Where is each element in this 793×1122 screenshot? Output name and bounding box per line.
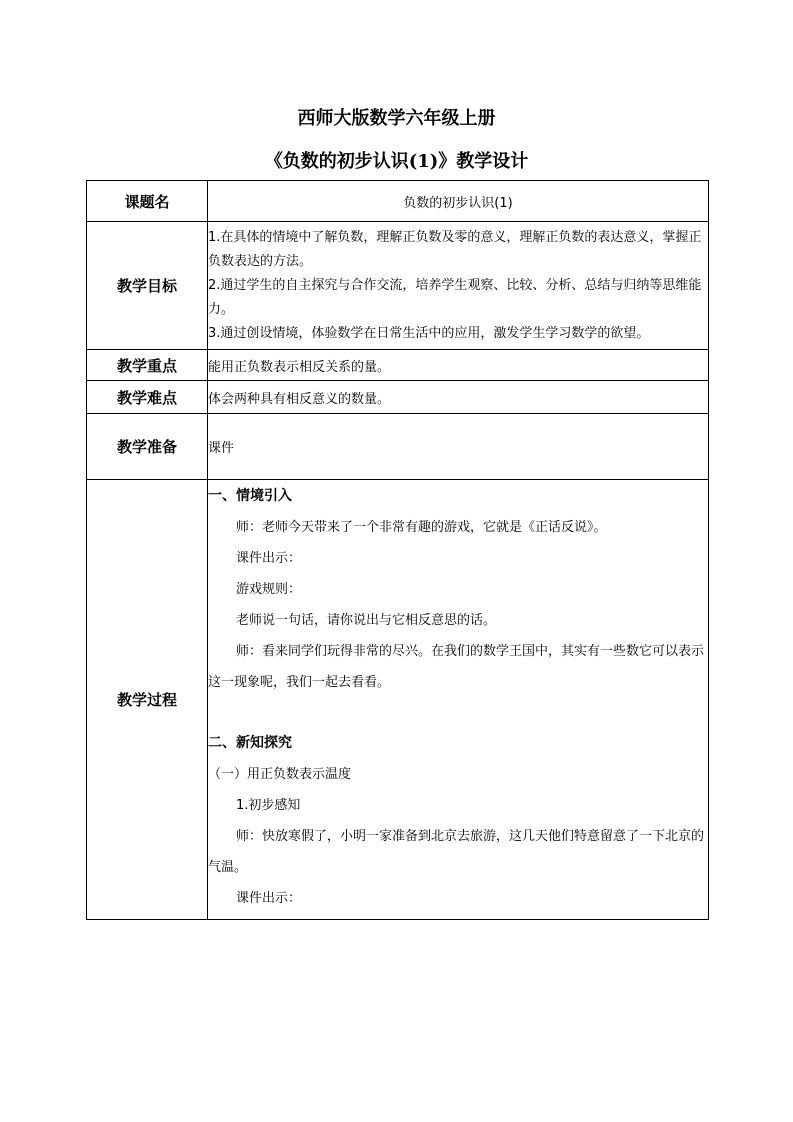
section-heading: 二、新知探究 — [208, 735, 292, 751]
paragraph: 师：老师今天带来了一个非常有趣的游戏，它就是《正话反说》。 — [236, 520, 607, 535]
row-difficulty — [87, 381, 709, 414]
goal-item: 3.通过创设情境，体验数学在日常生活中的应用，激发学生学习数学的欲望。 — [208, 325, 650, 341]
paragraph: 游戏规则： — [236, 582, 302, 597]
label-goals: 教学目标 — [87, 222, 208, 350]
label-difficulty: 教学难点 — [87, 381, 208, 414]
document-subtitle: 《负数的初步认识(1)》教学设计 — [264, 151, 529, 172]
value-difficulty: 体会两种具有相反意义的数量。 — [208, 381, 709, 414]
subsection-item: 1.初步感知 — [236, 798, 301, 813]
value-topic: 负数的初步认识(1) — [208, 181, 709, 222]
label-preparation: 教学准备 — [87, 414, 208, 480]
paragraph: 师：看来同学们玩得非常的尽兴。在我们的数学王国中，其实有一些数它可以表示这一现象呢，我们一起去看看。 — [208, 644, 705, 690]
blank-line — [208, 698, 708, 728]
label-topic: 课题名 — [87, 181, 208, 222]
document-title: 西师大版数学六年级上册 — [297, 108, 496, 129]
lesson-plan-table — [86, 180, 709, 920]
row-preparation — [87, 414, 709, 480]
paragraph: 课件出示： — [236, 891, 302, 906]
value-process — [208, 480, 709, 920]
paragraph: 课件出示： — [236, 551, 302, 566]
value-preparation: 课件 — [208, 414, 709, 480]
paragraph: 师：快放寒假了，小明一家准备到北京去旅游，这几天他们特意留意了一下北京的气温。 — [208, 829, 705, 875]
subsection-heading: （一）用正负数表示温度 — [208, 767, 352, 782]
label-process: 教学过程 — [87, 480, 208, 920]
paragraph: 老师说一句话，请你说出与它相反意思的话。 — [236, 613, 497, 628]
row-process — [87, 480, 709, 920]
goal-item: 1.在具体的情境中了解负数，理解正负数及零的意义，理解正负数的表达意义，掌握正负数表达的方法。 — [208, 229, 702, 269]
label-key-point: 教学重点 — [87, 350, 208, 381]
value-goals — [208, 222, 709, 350]
row-topic — [87, 181, 709, 222]
section-heading: 一、情境引入 — [208, 488, 292, 504]
row-goals — [87, 222, 709, 350]
goal-item: 2.通过学生的自主探究与合作交流，培养学生观察、比较、分析、总结与归纳等思维能力。 — [208, 277, 702, 317]
value-key-point: 能用正负数表示相反关系的量。 — [208, 350, 709, 381]
row-key-point — [87, 350, 709, 381]
